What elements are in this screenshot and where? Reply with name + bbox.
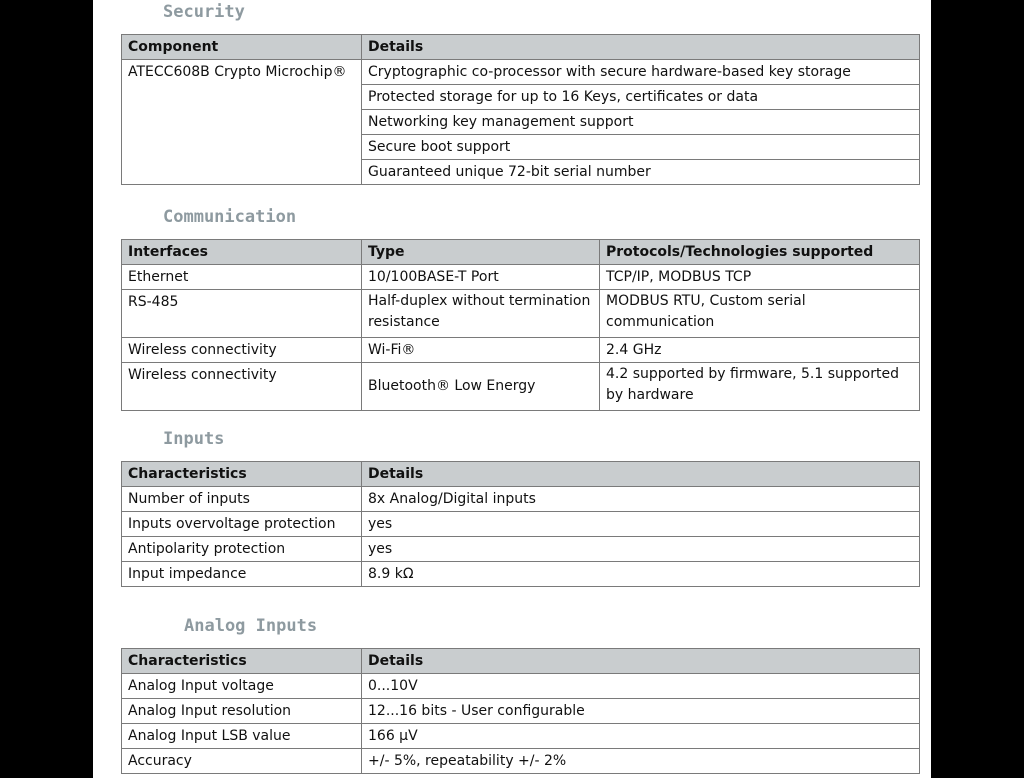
column-header: Details [362, 649, 920, 674]
table-cell: Input impedance [122, 562, 362, 587]
section-title-inputs: Inputs [163, 429, 225, 449]
inputs-table [121, 461, 920, 587]
table-row [122, 674, 920, 699]
table-cell: +/- 5%, repeatability +/- 2% [362, 749, 920, 774]
table-row [122, 699, 920, 724]
table-cell: MODBUS RTU, Custom serial communication [600, 290, 920, 338]
table-cell: 12...16 bits - User configurable [362, 699, 920, 724]
table-cell: Guaranteed unique 72-bit serial number [362, 160, 920, 185]
section-title-security: Security [163, 2, 245, 22]
section-title-communication: Communication [163, 207, 297, 227]
table-row [122, 749, 920, 774]
table-header-row [122, 649, 920, 674]
column-header: Characteristics [122, 649, 362, 674]
table-row [122, 338, 920, 363]
table-cell: 10/100BASE-T Port [362, 265, 600, 290]
table-row [122, 724, 920, 749]
table-header-row [122, 240, 920, 265]
table-cell: Secure boot support [362, 135, 920, 160]
table-cell: Bluetooth® Low Energy [362, 363, 600, 411]
column-header: Component [122, 35, 362, 60]
table-row [122, 487, 920, 512]
table-row [122, 363, 920, 411]
column-header: Details [362, 35, 920, 60]
table-header-row [122, 462, 920, 487]
column-header: Details [362, 462, 920, 487]
communication-table [121, 239, 920, 411]
table-cell: TCP/IP, MODBUS TCP [600, 265, 920, 290]
table-cell: Antipolarity protection [122, 537, 362, 562]
table-row [122, 60, 920, 85]
table-cell: Inputs overvoltage protection [122, 512, 362, 537]
table-cell: yes [362, 512, 920, 537]
table-row [122, 562, 920, 587]
table-cell: 166 µV [362, 724, 920, 749]
table-header-row [122, 35, 920, 60]
analog-inputs-table [121, 648, 920, 774]
table-cell: Networking key management support [362, 110, 920, 135]
table-cell: Analog Input LSB value [122, 724, 362, 749]
column-header: Type [362, 240, 600, 265]
table-cell: Accuracy [122, 749, 362, 774]
table-cell: 2.4 GHz [600, 338, 920, 363]
table-cell: Wireless connectivity [122, 363, 362, 411]
security-component-cell: ATECC608B Crypto Microchip® [122, 60, 362, 185]
table-cell: Analog Input voltage [122, 674, 362, 699]
table-cell: 0...10V [362, 674, 920, 699]
table-cell: Wireless connectivity [122, 338, 362, 363]
table-cell: Protected storage for up to 16 Keys, certificates or data [362, 85, 920, 110]
table-cell: 4.2 supported by firmware, 5.1 supported by hardware [600, 363, 920, 411]
security-table [121, 34, 920, 185]
table-cell: Half-duplex without termination resistance [362, 290, 600, 338]
section-title-analog-inputs: Analog Inputs [184, 616, 318, 636]
table-row [122, 537, 920, 562]
table-cell: Ethernet [122, 265, 362, 290]
table-cell: 8x Analog/Digital inputs [362, 487, 920, 512]
table-cell: Analog Input resolution [122, 699, 362, 724]
table-row [122, 265, 920, 290]
table-cell: yes [362, 537, 920, 562]
table-row [122, 290, 920, 338]
table-cell: Cryptographic co-processor with secure hardware-based key storage [362, 60, 920, 85]
table-row [122, 512, 920, 537]
datasheet-page [93, 0, 931, 778]
column-header: Characteristics [122, 462, 362, 487]
table-cell: Number of inputs [122, 487, 362, 512]
table-cell: Wi-Fi® [362, 338, 600, 363]
column-header: Protocols/Technologies supported [600, 240, 920, 265]
table-cell: RS-485 [122, 290, 362, 338]
table-cell: 8.9 kΩ [362, 562, 920, 587]
column-header: Interfaces [122, 240, 362, 265]
